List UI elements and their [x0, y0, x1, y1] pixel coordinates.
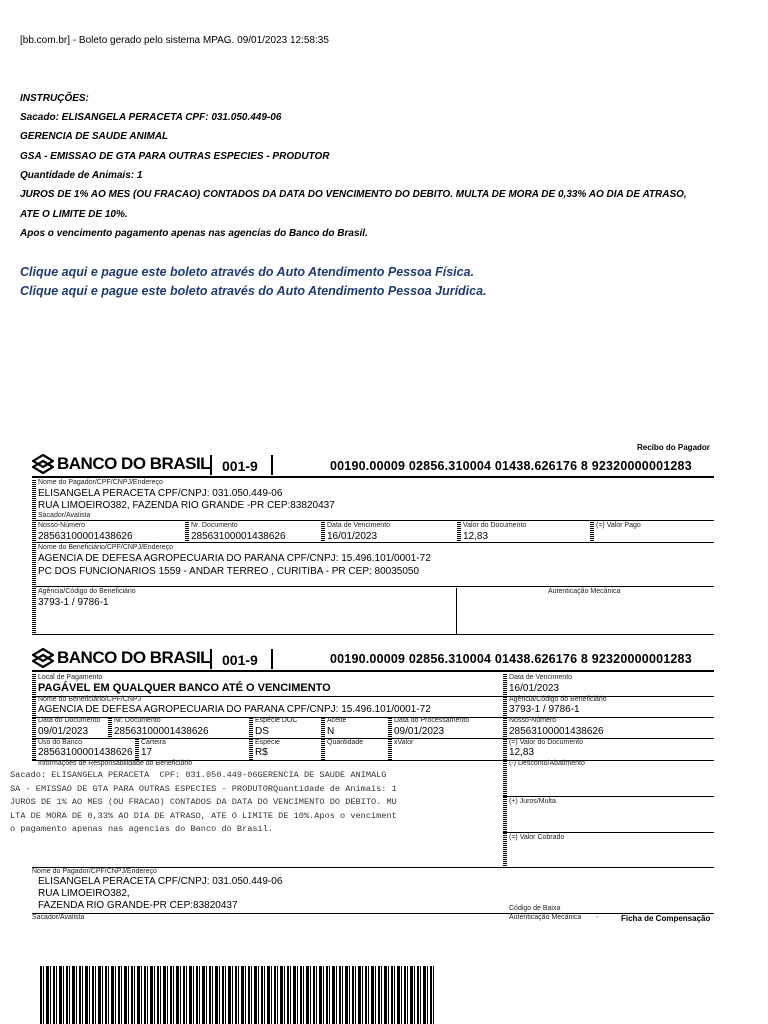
- ficha-pagador-city: FAZENDA RIO GRANDE-PR CEP:83820437: [38, 900, 238, 911]
- instructions-title: INSTRUÇÕES:: [20, 93, 89, 104]
- recibo-vencimento-label: Data de Vencimento: [327, 522, 391, 529]
- instructions-line: GERENCIA DE SAUDE ANIMAL: [20, 131, 169, 142]
- ficha-local: PAGÁVEL EM QUALQUER BANCO ATÉ O VENCIMENTO: [38, 682, 331, 694]
- ficha-data-doc: 09/01/2023: [38, 726, 89, 737]
- ficha-info-line: o pagamento apenas nas agencias do Banco do Brasil.: [10, 824, 274, 834]
- instructions-line: JUROS DE 1% AO MES (OU FRACAO) CONTADOS DA DATA DO VENCIMENTO DO DEBITO. MULTA DE MORA DE 0,33% AO DIA DE ATRASO,: [20, 189, 687, 200]
- ficha-juros-label: (+) Juros/Multa: [509, 798, 556, 805]
- ficha-aceite: N: [327, 726, 335, 737]
- ficha-especie-doc-label: Espécie DOC: [255, 717, 298, 724]
- recibo-vencimento: 16/01/2023: [327, 531, 378, 542]
- bb-logo-icon: [32, 648, 54, 668]
- ficha-sacador-label: Sacador/Avalista: [32, 914, 85, 921]
- recibo-valor-label: Valor do Documento: [463, 522, 527, 529]
- instructions-line: Apos o vencimento pagamento apenas nas agencias do Banco do Brasil.: [20, 228, 368, 239]
- ficha-especie-doc: DS: [255, 726, 269, 737]
- page-header: [bb.com.br] - Boleto gerado pelo sistema MPAG. 09/01/2023 12:58:35: [20, 35, 329, 46]
- recibo-title: Recibo do Pagador: [637, 443, 710, 452]
- ficha-carteira: 17: [141, 747, 153, 758]
- pay-pessoa-fisica-link[interactable]: Clique aqui e pague este boleto através do Auto Atendimento Pessoa Física.: [20, 265, 475, 279]
- ficha-agencia-label: Agência/Código do Beneficiário: [509, 696, 607, 703]
- ficha-pagador-label: Nome do Pagador/CPF/CNPJ/Endereço: [32, 868, 157, 875]
- ficha-nosso-numero-label: Nosso-Número: [509, 717, 557, 724]
- ficha-aceite-label: Aceite: [327, 717, 347, 724]
- ficha-info-label: Informações de Responsabilidade do Beneficiário: [38, 760, 193, 767]
- bank-code: 001-9: [222, 458, 258, 474]
- recibo-pagador-name: ELISANGELA PERACETA CPF/CNPJ: 031.050.449-06: [38, 488, 283, 499]
- bb-logo-icon: [32, 454, 54, 474]
- recibo-nr-documento: 28563100001438626: [191, 531, 286, 542]
- pay-pessoa-juridica-link[interactable]: Clique aqui e pague este boleto através do Auto Atendimento Pessoa Jurídica.: [20, 284, 487, 298]
- ficha-codigo-baixa-label: Código de Baixa: [509, 905, 561, 912]
- recibo-beneficiario-label: Nome do Beneficiário/CPF/CNPJ/Endereço: [38, 544, 174, 551]
- ficha-local-label: Local de Pagamento: [38, 674, 103, 681]
- linha-digitavel: 00190.00009 02856.310004 01438.626176 8 92320000001283: [330, 652, 692, 666]
- ficha-xvalor-label: xValor: [394, 739, 414, 746]
- recibo-nosso-numero-label: Nosso-Número: [38, 522, 86, 529]
- bank-name: BANCO DO BRASIL: [57, 648, 211, 667]
- linha-digitavel: 00190.00009 02856.310004 01438.626176 8 92320000001283: [330, 459, 692, 473]
- ficha-info-line: JUROS DE 1% AO MES (OU FRACAO) CONTADOS DA DATA DO VENCIMENTO DO DEBITO. MU: [10, 797, 397, 807]
- ficha-data-proc-label: Data do Processamento: [394, 717, 470, 724]
- recibo-nr-documento-label: Nr. Documento: [191, 522, 238, 529]
- recibo-agencia-label: Agência/Código do Beneficiário: [38, 588, 136, 595]
- instructions-line: ATE O LIMITE DE 10%.: [20, 209, 128, 220]
- ficha-vencimento-label: Data de Vencimento: [509, 674, 573, 681]
- recibo-valor-pago-label: (=) Valor Pago: [596, 522, 641, 529]
- recibo-autenticacao-label: Autenticação Mecânica: [548, 588, 621, 595]
- ficha-dash: -: [596, 914, 599, 921]
- bank-name: BANCO DO BRASIL: [57, 454, 211, 473]
- ficha-beneficiario-label: Nome do Beneficiário/CPF/CNPJ: [38, 696, 142, 703]
- ficha-compensacao-label: Ficha de Compensação: [621, 914, 711, 923]
- recibo-pagador-label: Nome do Pagador/CPF/CNPJ/Endereço: [38, 479, 163, 486]
- barcode: [40, 966, 436, 1024]
- recibo-pagador-address: RUA LIMOEIRO382, FAZENDA RIO GRANDE -PR CEP:83820437: [38, 500, 335, 511]
- ficha-valor-doc-label: (=) Valor do Documento: [509, 739, 583, 746]
- ficha-desconto-label: (-) Desconto/Abatimento: [509, 760, 585, 767]
- ficha-info-line: Sacado: ELISANGELA PERACETA CPF: 031.050.449-06GERENCIA DE SAUDE ANIMALG: [10, 770, 387, 780]
- ficha-agencia: 3793-1 / 9786-1: [509, 704, 580, 715]
- ficha-data-proc: 09/01/2023: [394, 726, 445, 737]
- ficha-especie: R$: [255, 747, 268, 758]
- ficha-info-line: SA - EMISSAO DE GTA PARA OUTRAS ESPECIES - PRODUTORQuantidade de Animais: 1: [10, 784, 397, 794]
- ficha-pagador-name: ELISANGELA PERACETA CPF/CNPJ: 031.050.449-06: [38, 876, 283, 887]
- recibo-agencia: 3793-1 / 9786-1: [38, 597, 109, 608]
- ficha-cobrado-label: (=) Valor Cobrado: [509, 834, 565, 841]
- ficha-quantidade-label: Quantidade: [327, 739, 364, 746]
- ficha-especie-label: Espécie: [255, 739, 280, 746]
- recibo-beneficiario: AGENCIA DE DEFESA AGROPECUARIA DO PARANA CPF/CNPJ: 15.496.101/0001-72: [38, 553, 431, 564]
- ficha-nr-doc-label: Nr. Documento: [114, 717, 161, 724]
- bank-code: 001-9: [222, 652, 258, 668]
- bank-logo: [32, 454, 210, 474]
- instructions-line: Quantidade de Animais: 1: [20, 170, 143, 181]
- recibo-sacador-label: Sacador/Avalista: [38, 512, 91, 519]
- ficha-uso-banco-label: Uso do Banco: [38, 739, 82, 746]
- ficha-nr-doc: 28563100001438626: [114, 726, 209, 737]
- ficha-vencimento: 16/01/2023: [509, 683, 560, 694]
- instructions-line: GSA - EMISSAO DE GTA PARA OUTRAS ESPECIES - PRODUTOR: [20, 151, 330, 162]
- ficha-nosso-numero: 28563100001438626: [509, 726, 604, 737]
- ficha-pagador-address: RUA LIMOEIRO382,: [38, 888, 130, 899]
- ficha-info-line: LTA DE MORA DE 0,33% AO DIA DE ATRASO, ATE O LIMITE DE 10%.Apos o venciment: [10, 811, 397, 821]
- ficha-beneficiario: AGENCIA DE DEFESA AGROPECUARIA DO PARANA CPF/CNPJ: 15.496.101/0001-72: [38, 704, 431, 715]
- recibo-valor: 12,83: [463, 531, 489, 542]
- instructions-line: Sacado: ELISANGELA PERACETA CPF: 031.050.449-06: [20, 112, 282, 123]
- recibo-beneficiario-address: PC DOS FUNCIONARIOS 1559 - ANDAR TERREO , CURITIBA - PR CEP: 80035050: [38, 566, 420, 577]
- ficha-uso-banco: 28563100001438626: [38, 747, 133, 758]
- bank-logo: [32, 648, 210, 668]
- ficha-autenticacao-label: Autenticação Mecânica: [509, 914, 582, 921]
- recibo-nosso-numero: 28563100001438626: [38, 531, 133, 542]
- ficha-carteira-label: Carteira: [141, 739, 166, 746]
- ficha-data-doc-label: Data do Documento: [38, 717, 101, 724]
- ficha-valor-doc: 12,83: [509, 747, 535, 758]
